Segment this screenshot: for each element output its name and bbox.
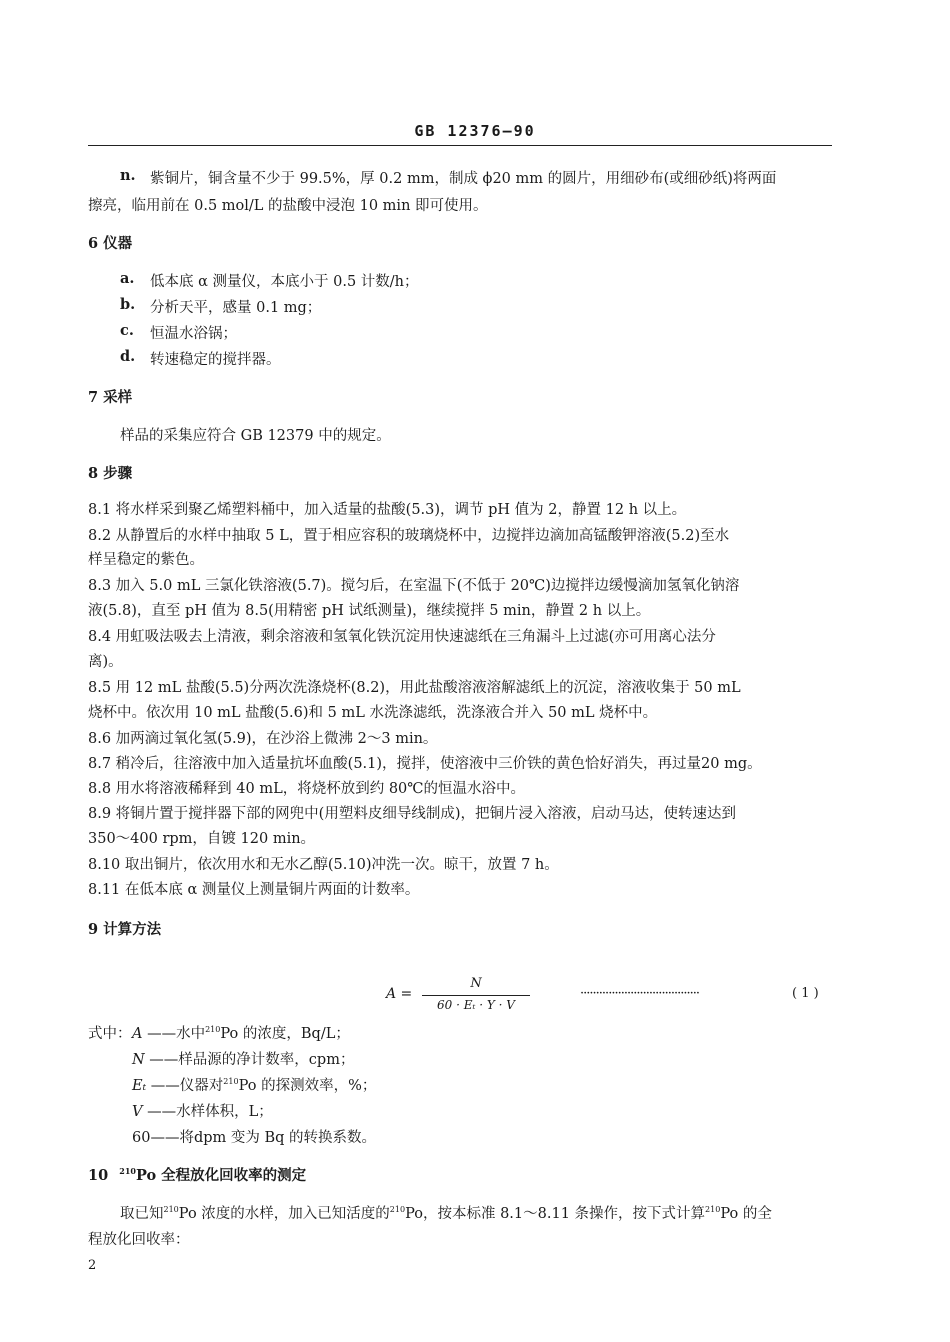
variable-item (132, 1126, 376, 1147)
formula-number: ( 1 ) (792, 986, 819, 1001)
step-line: 烧杯中。依次用 10 mL 盐酸(5.6)和 5 mL 水洗涤滤纸，洗涤液合并入 50 mL 烧杯中。 (88, 705, 658, 721)
item-n-marker: n. (120, 167, 136, 184)
list-item: 恒温水浴锅； (150, 326, 237, 342)
step-line: 8.10 取出铜片，依次用水和无水乙醇(5.10)冲洗一次。晾干，放置 7 h。 (88, 857, 559, 873)
section-7-heading: 7 采样 (88, 389, 133, 406)
variable-dash: —— (149, 1052, 179, 1068)
section-10-heading (88, 1164, 306, 1185)
variable-desc-pre: 水样体积，L； (176, 1104, 273, 1120)
variable-dash: —— (147, 1104, 177, 1120)
step-line: 8.2 从静置后的水样中抽取 5 L，置于相应容积的玻璃烧杯中，边搅拌边滴加高锰酸钾溶液(5.2)至水 (88, 528, 730, 544)
step-line: 8.9 将铜片置于搅拌器下部的网兜中(用塑料皮细导线制成)，把铜片浸入溶液，启动马达，使转速达到 (88, 806, 736, 822)
variable-desc-post: Po 的浓度，Bq/L； (220, 1026, 350, 1042)
section-10-title: Po 全程放化回收率的测定 (135, 1167, 307, 1184)
para-sup: 210 (163, 1205, 179, 1214)
where-label: 式中： (88, 1026, 132, 1042)
step-line: 样呈稳定的紫色。 (88, 552, 204, 568)
step-line: 8.5 用 12 mL 盐酸(5.5)分两次洗涤烧杯(8.2)，用此盐酸溶液溶解滤纸上的沉淀，溶液收集于 50 mL (88, 680, 741, 696)
para-text: Po 的全 (720, 1206, 772, 1222)
variable-desc-pre: 仪器对 (179, 1078, 224, 1094)
para-sup: 210 (705, 1205, 721, 1214)
step-line: 8.7 稍冷后，往溶液中加入适量抗坏血酸(5.1)，搅拌，使溶液中三价铁的黄色恰好消失，再过量20 mg。 (88, 756, 762, 772)
section-10-sup: 210 (119, 1166, 136, 1176)
variable-sup: 210 (205, 1025, 221, 1034)
step-line: 8.8 用水将溶液稀释到 40 mL，将烧杯放到约 80℃的恒温水浴中。 (88, 781, 525, 797)
para-text: 取已知 (120, 1206, 164, 1222)
para-sup: 210 (389, 1205, 406, 1214)
formula-denominator: 60 · Eₜ · Y · V (437, 998, 515, 1012)
section-10-para-line1 (120, 1202, 772, 1223)
variable-dash: —— (147, 1026, 177, 1042)
page-header-standard-code: GB 12376—90 (414, 122, 536, 140)
variable-dash: —— (150, 1130, 180, 1146)
item-n-line1: 紫铜片，铜含量不少于 99.5%，厚 0.2 mm，制成 ϕ20 mm 的圆片，用细砂布(或细砂纸)将两面 (150, 171, 777, 187)
section-8-heading: 8 步骤 (88, 465, 133, 482)
list-item-marker: c. (120, 322, 134, 339)
para-text: Po 浓度的水样，加入已知活度的 (178, 1206, 390, 1222)
variable-item (132, 1074, 376, 1095)
formula-numerator: N (470, 976, 482, 991)
section-10-para-line2: 程放化回收率： (88, 1232, 190, 1248)
variable-desc-pre: 样品源的净计数率，cpm； (178, 1052, 355, 1068)
variable-item (132, 1100, 273, 1121)
variable-symbol: A (132, 1026, 143, 1042)
page-number: 2 (88, 1258, 97, 1273)
variable-symbol: N (132, 1052, 145, 1068)
list-item: 转速稳定的搅拌器。 (150, 352, 281, 368)
variable-desc-pre: 将dpm 变为 Bq 的转换系数。 (179, 1130, 377, 1146)
step-line: 8.4 用虹吸法吸去上清液，剩余溶液和氢氧化铁沉淀用快速滤纸在三角漏斗上过滤(亦可用离心法分 (88, 629, 716, 645)
variable-symbol: 60 (132, 1130, 151, 1146)
step-line: 8.1 将水样采到聚乙烯塑料桶中，加入适量的盐酸(5.3)，调节 pH 值为 2，静置 12 h 以上。 (88, 502, 687, 518)
step-line: 液(5.8)，直至 pH 值为 8.5(用精密 pH 试纸测量)，继续搅拌 5 min，静置 2 h 以上。 (88, 603, 651, 619)
section-9-heading: 9 计算方法 (88, 921, 162, 938)
formula-lhs: A = (386, 986, 413, 1002)
step-line: 8.6 加两滴过氧化氢(5.9)，在沙浴上微沸 2～3 min。 (88, 731, 438, 747)
step-line: 8.11 在低本底 α 测量仪上测量铜片两面的计数率。 (88, 882, 420, 898)
variable-desc-post: Po 的探测效率，%； (238, 1078, 377, 1094)
variable-item (132, 1022, 350, 1043)
list-item-marker: a. (120, 270, 135, 287)
fraction-bar (422, 995, 530, 996)
variable-dash: —— (150, 1078, 180, 1094)
list-item: 低本底 α 测量仪，本底小于 0.5 计数/h； (150, 274, 419, 290)
list-item-marker: d. (120, 348, 136, 365)
item-n-line2: 擦亮，临用前在 0.5 mol/L 的盐酸中浸泡 10 min 即可使用。 (88, 198, 488, 214)
step-line: 350～400 rpm，自镀 120 min。 (88, 831, 316, 847)
list-item-marker: b. (120, 296, 136, 313)
header-rule (88, 145, 832, 146)
formula-leader-dots: ······································ (580, 986, 700, 1001)
step-line: 8.3 加入 5.0 mL 三氯化铁溶液(5.7)。搅匀后，在室温下(不低于 20℃)边搅拌边缓慢滴加氢氧化钠溶 (88, 578, 740, 594)
variable-symbol: V (132, 1104, 143, 1120)
section-6-heading: 6 仪器 (88, 235, 133, 252)
step-line: 离)。 (88, 654, 123, 670)
variable-symbol: Eₜ (132, 1078, 147, 1094)
variable-sup: 210 (223, 1077, 239, 1086)
section-7-text: 样品的采集应符合 GB 12379 中的规定。 (120, 428, 391, 444)
section-10-number: 10 (88, 1167, 109, 1184)
para-text: Po，按本标准 8.1～8.11 条操作，按下式计算 (405, 1206, 706, 1222)
variable-item (132, 1048, 354, 1069)
variable-desc-pre: 水中 (176, 1026, 206, 1042)
list-item: 分析天平，感量 0.1 mg； (150, 300, 322, 316)
